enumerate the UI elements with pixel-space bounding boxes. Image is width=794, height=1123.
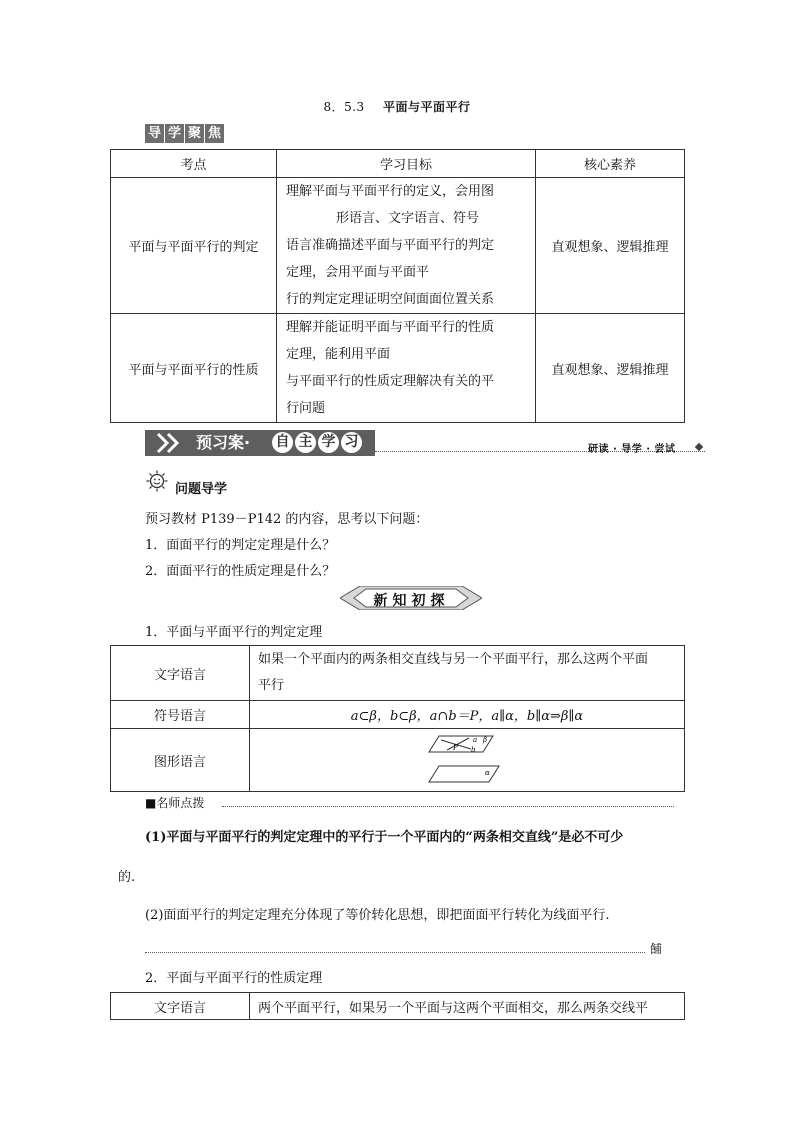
goal-line: 定理，会用平面与平面平 xyxy=(286,265,430,280)
row-label: 文字语言 xyxy=(111,646,250,701)
preview-intro: 预习教材 P139－P142 的内容，思考以下问题： xyxy=(145,512,429,527)
guide-chip: 焦 xyxy=(205,124,224,143)
row-label: 符号语言 xyxy=(111,701,250,729)
double-chevron-icon xyxy=(152,431,192,455)
guide-chip: 学 xyxy=(165,124,184,143)
parallel-planes-figure xyxy=(427,732,507,788)
table-row xyxy=(111,993,685,1020)
end-mark: 餔 xyxy=(650,942,663,956)
point-p-label: P xyxy=(453,744,458,752)
section-name: 平面与平面平行 xyxy=(383,100,471,114)
question-item: 2．面面平行的性质定理是什么？ xyxy=(145,564,336,579)
self-study-pills xyxy=(272,432,362,453)
text-language-cell xyxy=(250,646,685,701)
header-goals: 学习目标 xyxy=(277,150,536,178)
tip-end-divider xyxy=(145,952,645,953)
tip-item-continued: 的. xyxy=(118,870,136,885)
goals-cell xyxy=(277,178,536,314)
header-literacy: 核心素养 xyxy=(536,150,685,178)
plane-alpha-label: α xyxy=(485,769,490,777)
line-b-label: b xyxy=(471,746,476,754)
banner-pill: 自 xyxy=(272,432,293,453)
goal-line: 形语言、文字语言、符号 xyxy=(335,211,479,226)
banner-title xyxy=(196,431,250,455)
line-a-label: a xyxy=(473,736,478,744)
goal-line: 行的判定定理证明空间面面位置关系 xyxy=(286,292,495,307)
text-language-cell: 两个平面平行，如果另一个平面与这两个平面相交，那么两条交线平 xyxy=(250,993,685,1020)
table-header-row xyxy=(111,150,685,178)
question-item: 1．面面平行的判定定理是什么？ xyxy=(145,538,336,553)
teacher-tip-heading: ■名师点拨 xyxy=(145,796,205,810)
new-knowledge-label: 新知初探 xyxy=(373,593,450,609)
goal-line: 与平面平行的性质定理解决有关的平 xyxy=(286,374,495,389)
tip-item: (2)面面平行的判定定理充分体现了等价转化思想，即把面面平行转化为线面平行. xyxy=(145,908,610,923)
goal-line: 语言准确描述平面与平面平行的判定 xyxy=(286,238,495,253)
section-heading: 1．平面与平面平行的判定定理 xyxy=(145,625,323,640)
table-row xyxy=(111,646,685,701)
text-line: 平行 xyxy=(258,678,285,693)
banner-pill: 学 xyxy=(318,432,339,453)
guide-chip: 导 xyxy=(145,124,164,143)
row-label: 文字语言 xyxy=(111,993,250,1020)
text-line: 如果一个平面内的两条相交直线与另一个平面平行，那么这两个平面 xyxy=(258,652,649,667)
table-row xyxy=(111,701,685,729)
goal-line: 定理，能利用平面 xyxy=(286,347,391,362)
page-title xyxy=(0,98,794,115)
section-number: 8．5.3 xyxy=(323,100,365,114)
problem-guide-heading: 问题导学 xyxy=(175,482,228,497)
topic-cell: 平面与平面平行的判定 xyxy=(111,178,277,314)
banner-pill: 习 xyxy=(341,432,362,453)
banner-dot: · xyxy=(244,433,251,452)
smiley-sun-icon xyxy=(146,470,168,492)
guide-chip: 聚 xyxy=(185,124,204,143)
property-table xyxy=(110,992,685,1020)
literacy-cell: 直观想象、逻辑推理 xyxy=(536,314,685,423)
section-heading: 2．平面与平面平行的性质定理 xyxy=(145,971,323,986)
table-row xyxy=(111,729,685,792)
symbol-language-cell: a⊂β，b⊂β，a∩b＝P，a∥α，b∥α⇒β∥α xyxy=(250,701,685,729)
row-label: 图形语言 xyxy=(111,729,250,792)
goals-cell xyxy=(277,314,536,423)
tip-divider xyxy=(222,806,674,807)
tip-item: (1)平面与平面平行的判定定理中的平行于一个平面内的“两条相交直线”是必不可少 xyxy=(145,830,624,845)
banner-label: 预习案 xyxy=(196,433,245,452)
banner-subtitle: 研读 · 导学 · 尝试 xyxy=(588,444,676,455)
table-row xyxy=(111,314,685,423)
guide-focus-label xyxy=(145,124,224,143)
banner-pill: 主 xyxy=(295,432,316,453)
goal-line: 理解并能证明平面与平面平行的性质 xyxy=(286,320,495,335)
plane-beta-label: β xyxy=(483,736,488,744)
table-row xyxy=(111,178,685,314)
topic-cell: 平面与平面平行的性质 xyxy=(111,314,277,423)
theorem-table xyxy=(110,645,685,792)
goal-line: 理解平面与平面平行的定义，会用图 xyxy=(286,184,495,199)
goal-line: 行问题 xyxy=(286,401,326,416)
diamond-icon xyxy=(695,443,703,451)
literacy-cell: 直观想象、逻辑推理 xyxy=(536,178,685,314)
figure-cell xyxy=(250,729,685,792)
objectives-table xyxy=(110,149,685,423)
header-topic: 考点 xyxy=(111,150,277,178)
